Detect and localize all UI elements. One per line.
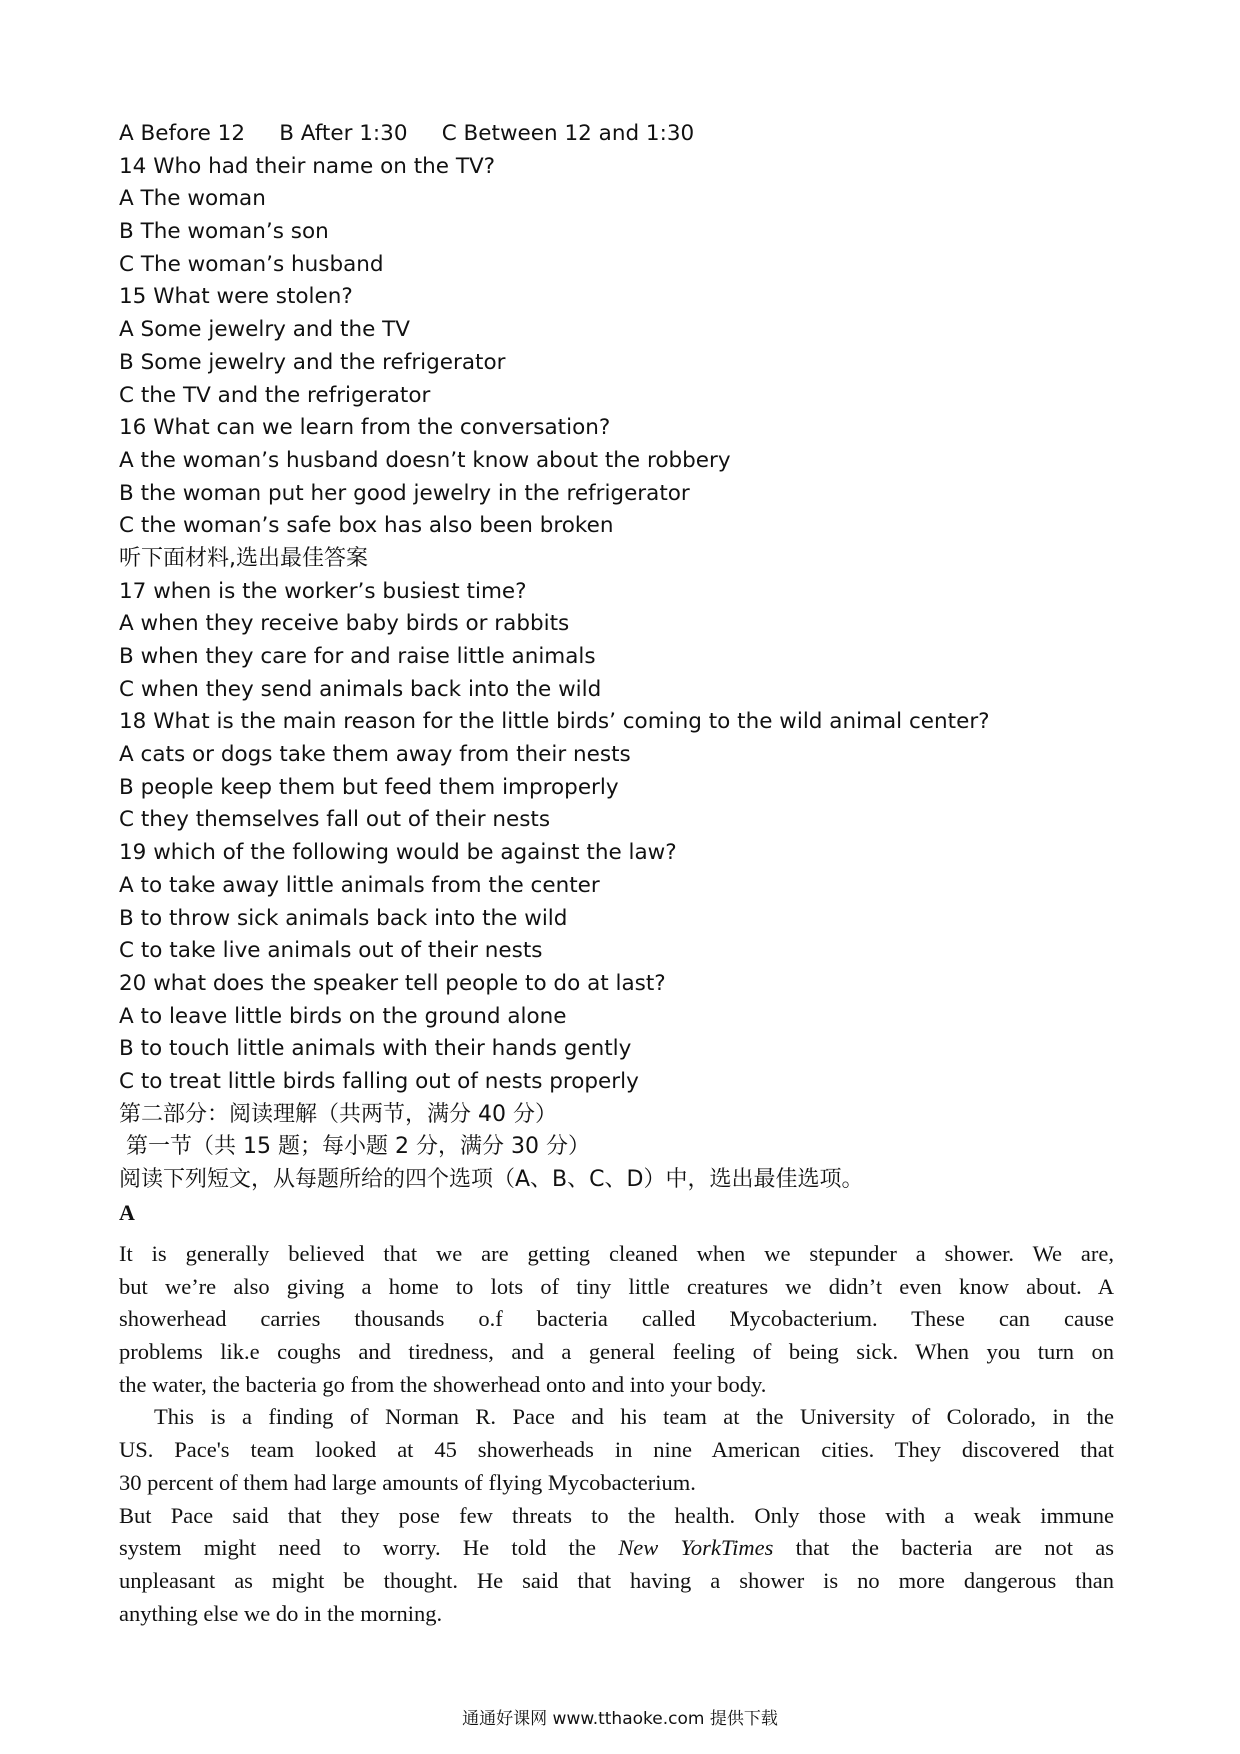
question-14: 14 Who had their name on the TV? (119, 153, 496, 179)
question-16: 16 What can we learn from the conversation? (119, 415, 611, 441)
question-15: 15 What were stolen? (119, 284, 353, 310)
option-line: B Some jewelry and the refrigerator (119, 349, 506, 375)
passage-line: but we’re also giving a home to lots of tiny little creatures we didn’t even know about. A (119, 1273, 1114, 1299)
passage-line: unpleasant as might be thought. He said that having a shower is no more dangerous than (119, 1567, 1114, 1593)
question-17: 17 when is the worker’s busiest time? (119, 578, 527, 604)
question-19: 19 which of the following would be against the law? (119, 840, 677, 866)
option-line: B The woman’s son (119, 219, 329, 245)
options-line: A Before 12 B After 1:30 C Between 12 and 1:30 (119, 121, 695, 146)
option-line: B when they care for and raise little animals (119, 644, 596, 669)
option-line: A cats or dogs take them away from their nests (119, 742, 631, 768)
option-line: C to treat little birds falling out of nests properly (119, 1068, 639, 1094)
question-20: 20 what does the speaker tell people to do at last? (119, 970, 666, 996)
option-line: A when they receive baby birds or rabbits (119, 611, 570, 637)
passage-line: the water, the bacteria go from the showerhead onto and into your body. (119, 1371, 767, 1397)
option-line: B people keep them but feed them improperly (119, 774, 619, 800)
option-line: A the woman’s husband doesn’t know about the robbery (119, 447, 731, 473)
passage-line (119, 1532, 1114, 1565)
option-line: C the woman’s safe box has also been broken (119, 513, 614, 539)
passage-line: US. Pace's team looked at 45 showerheads in nine American cities. They discovered that (119, 1437, 1114, 1463)
option-line: C when they send animals back into the wild (119, 676, 602, 702)
option-line: C they themselves fall out of their nests (119, 807, 551, 833)
option-line: A The woman (119, 186, 266, 212)
passage-line: But Pace said that they pose few threats to the health. Only those with a weak immune (119, 1502, 1114, 1528)
passage-letter: A (119, 1199, 135, 1225)
passage-line: problems lik.e coughs and tiredness, and a general feeling of being sick. When you turn on (119, 1339, 1114, 1365)
option-line: C the TV and the refrigerator (119, 382, 431, 408)
option-line: B the woman put her good jewelry in the refrigerator (119, 480, 690, 506)
passage-text: that the bacteria are not as (773, 1535, 1114, 1561)
passage-text: system might need to worry. He told the (119, 1535, 619, 1561)
passage-line: showerhead carries thousands o.f bacteria called Mycobacterium. These can cause (119, 1306, 1114, 1332)
section-one-heading: 第一节（共 15 题；每小题 2 分，满分 30 分） (119, 1134, 590, 1160)
passage-line: 30 percent of them had large amounts of flying Mycobacterium. (119, 1469, 696, 1495)
option-line: B to throw sick animals back into the wild (119, 905, 568, 931)
option-line: A Some jewelry and the TV (119, 317, 410, 343)
listening-instruction: 听下面材料,选出最佳答案 (119, 545, 368, 571)
listening-questions (119, 118, 1119, 1229)
part-two-heading: 第二部分：阅读理解（共两节，满分 40 分） (119, 1101, 557, 1127)
reading-instruction: 阅读下列短文，从每题所给的四个选项（A、B、C、D）中，选出最佳选项。 (119, 1167, 864, 1192)
page-footer: 通通好课网 www.tthaoke.com 提供下载 (462, 1709, 778, 1729)
option-line: C to take live animals out of their nests (119, 938, 543, 964)
question-18: 18 What is the main reason for the little birds’ coming to the wild animal center? (119, 709, 990, 735)
newspaper-title: New YorkTimes (618, 1535, 774, 1561)
option-line: B to touch little animals with their hands gently (119, 1036, 632, 1062)
reading-passage (119, 1238, 1114, 1630)
passage-line: anything else we do in the morning. (119, 1600, 443, 1626)
option-line: A to leave little birds on the ground alone (119, 1003, 567, 1029)
option-line: A to take away little animals from the center (119, 872, 600, 898)
option-line: C The woman’s husband (119, 251, 384, 277)
passage-line: This is a finding of Norman R. Pace and his team at the University of Colorado, in the (154, 1404, 1114, 1430)
passage-line: It is generally believed that we are getting cleaned when we stepunder a shower. We are, (119, 1241, 1114, 1266)
